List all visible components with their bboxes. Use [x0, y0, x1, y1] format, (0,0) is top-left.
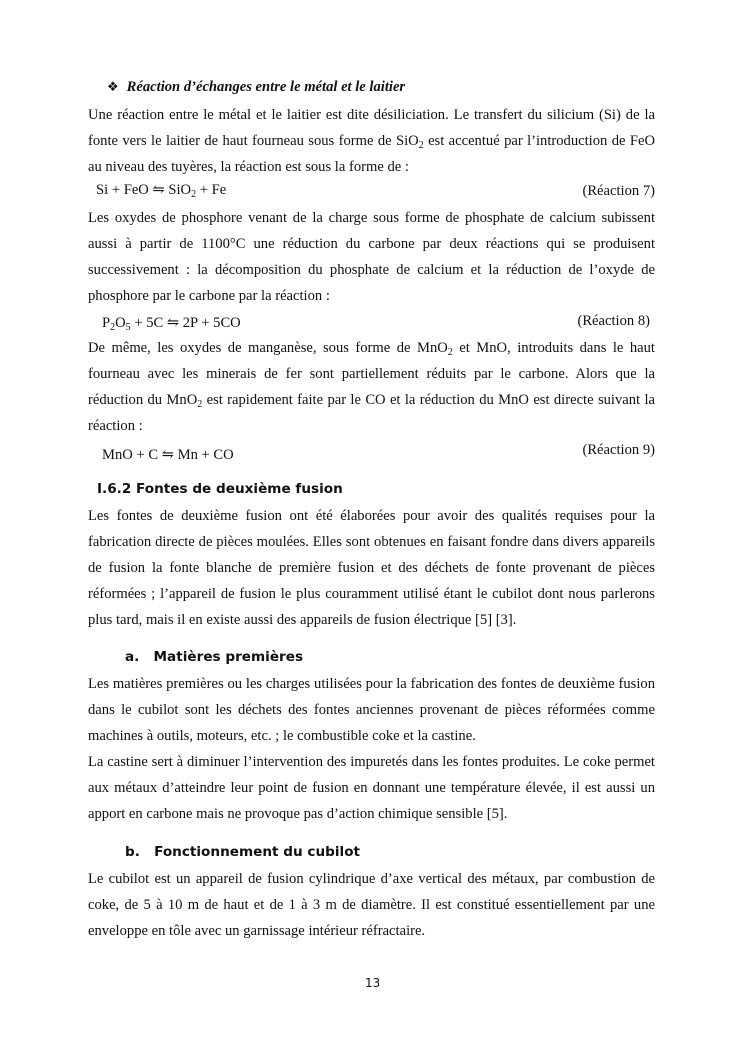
paragraph-fontes-deuxieme-fusion	[88, 503, 655, 633]
bullet-heading-text: Réaction d’échanges entre le métal et le laitier	[126, 79, 406, 95]
p3-text-b: et MnO, introduits dans le haut fourneau avec les minerais de fer sont partiellement réduits par le carbone. Alors que la réduction du MnO	[88, 340, 655, 408]
page-number: 13	[365, 976, 381, 990]
p7-text: Le cubilot est un appareil de fusion cylindrique d’axe vertical des métaux, par combustion de coke, de 5 à 10 m de haut et de 1 à 3 m de diamètre. Il est constitué essentiellement par une enveloppe en tôle avec un garnissage intérieur réfractaire.	[88, 871, 655, 939]
p3-text-a: De même, les oxydes de manganèse, sous forme de MnO	[88, 340, 448, 356]
eq8-text-c: + 5C ⇋ 2P + 5CO	[130, 315, 241, 331]
section-heading: I.6.2 Fontes de deuxième fusion	[97, 481, 343, 497]
reaction-8-label: (Réaction 8)	[577, 313, 650, 329]
subheading-matieres-premieres: a. Matières premières	[125, 649, 304, 665]
eq8-subscript-2: 5	[125, 322, 131, 333]
reaction-7-label: (Réaction 7)	[582, 183, 655, 199]
equation-7	[96, 181, 226, 199]
p3-subscript-1: 2	[447, 347, 453, 358]
p5-text: Les matières premières ou les charges utilisées pour la fabrication des fontes de deuxième fusion dans le cubilot sont les déchets des fontes anciennes provenant de pièces réformées comme machines à outils, moteurs, etc. ; le combustible coke et la castine.	[88, 676, 655, 744]
eq7-subscript: 2	[191, 189, 197, 200]
reaction-9-label: (Réaction 9)	[582, 442, 655, 458]
p2-text: Les oxydes de phosphore venant de la charge sous forme de phosphate de calcium subissent aussi à partir de 1100°C une réduction du carbone par deux réactions qui se produisent successivement : la décomposition du phosphate de calcium et la réduction de l’oxyde de phosphore par le carbone par la réaction :	[88, 210, 655, 304]
p4-text: Les fontes de deuxième fusion ont été élaborées pour avoir des qualités requises pour la fabrication directe de pièces moulées. Elles sont obtenues en faisant fondre dans divers appareils de fusion la fonte blanche de première fusion et des déchets de fonte provenant de pièces réformées ; l’appareil de fusion le plus couramment utilisé étant le cubilot dont nous parlerons plus tard, mais il en existe aussi des appareils de fusion électrique [5] [3].	[88, 508, 655, 628]
p3-text-c: est rapidement faite par le CO et la réduction du MnO est directe suivant la réaction :	[88, 392, 655, 434]
section-bullet-heading	[107, 79, 405, 96]
eq8-text-a: P	[102, 315, 111, 331]
paragraph-cubilot	[88, 866, 655, 944]
p1-text-b: est accentué par l’introduction de FeO au niveau des tuyères, la réaction est sous la forme de :	[88, 133, 655, 175]
p6-text: La castine sert à diminuer l’intervention des impuretés dans les fontes produites. Le coke permet aux métaux d’atteindre leur point de fusion en donnant une température élevée, il est aussi un apport en carbone mais ne provoque pas d’action chimique sensible [5].	[88, 754, 655, 822]
equation-8	[102, 314, 241, 332]
paragraph-matieres-premieres	[88, 671, 655, 827]
paragraph-manganese	[88, 335, 655, 439]
p3-subscript-2: 2	[197, 399, 203, 410]
paragraph-desiliciation	[88, 102, 655, 180]
eq7-text-a: Si + FeO ⇋ SiO	[96, 182, 192, 198]
p1-subscript: 2	[418, 140, 424, 151]
diamond-bullet-icon: ❖	[107, 79, 119, 94]
eq8-subscript-1: 2	[110, 322, 116, 333]
subheading-fonctionnement-cubilot: b. Fonctionnement du cubilot	[125, 844, 361, 860]
eq8-text-b: O	[115, 315, 126, 331]
eq7-text-b: + Fe	[196, 182, 227, 198]
equation-9: MnO + C ⇋ Mn + CO	[102, 447, 234, 463]
paragraph-phosphore	[88, 205, 655, 309]
p1-text-a: Une réaction entre le métal et le laitier est dite désiliciation. Le transfert du silicium (Si) de la fonte vers le laitier de haut fourneau sous forme de SiO	[88, 107, 655, 149]
